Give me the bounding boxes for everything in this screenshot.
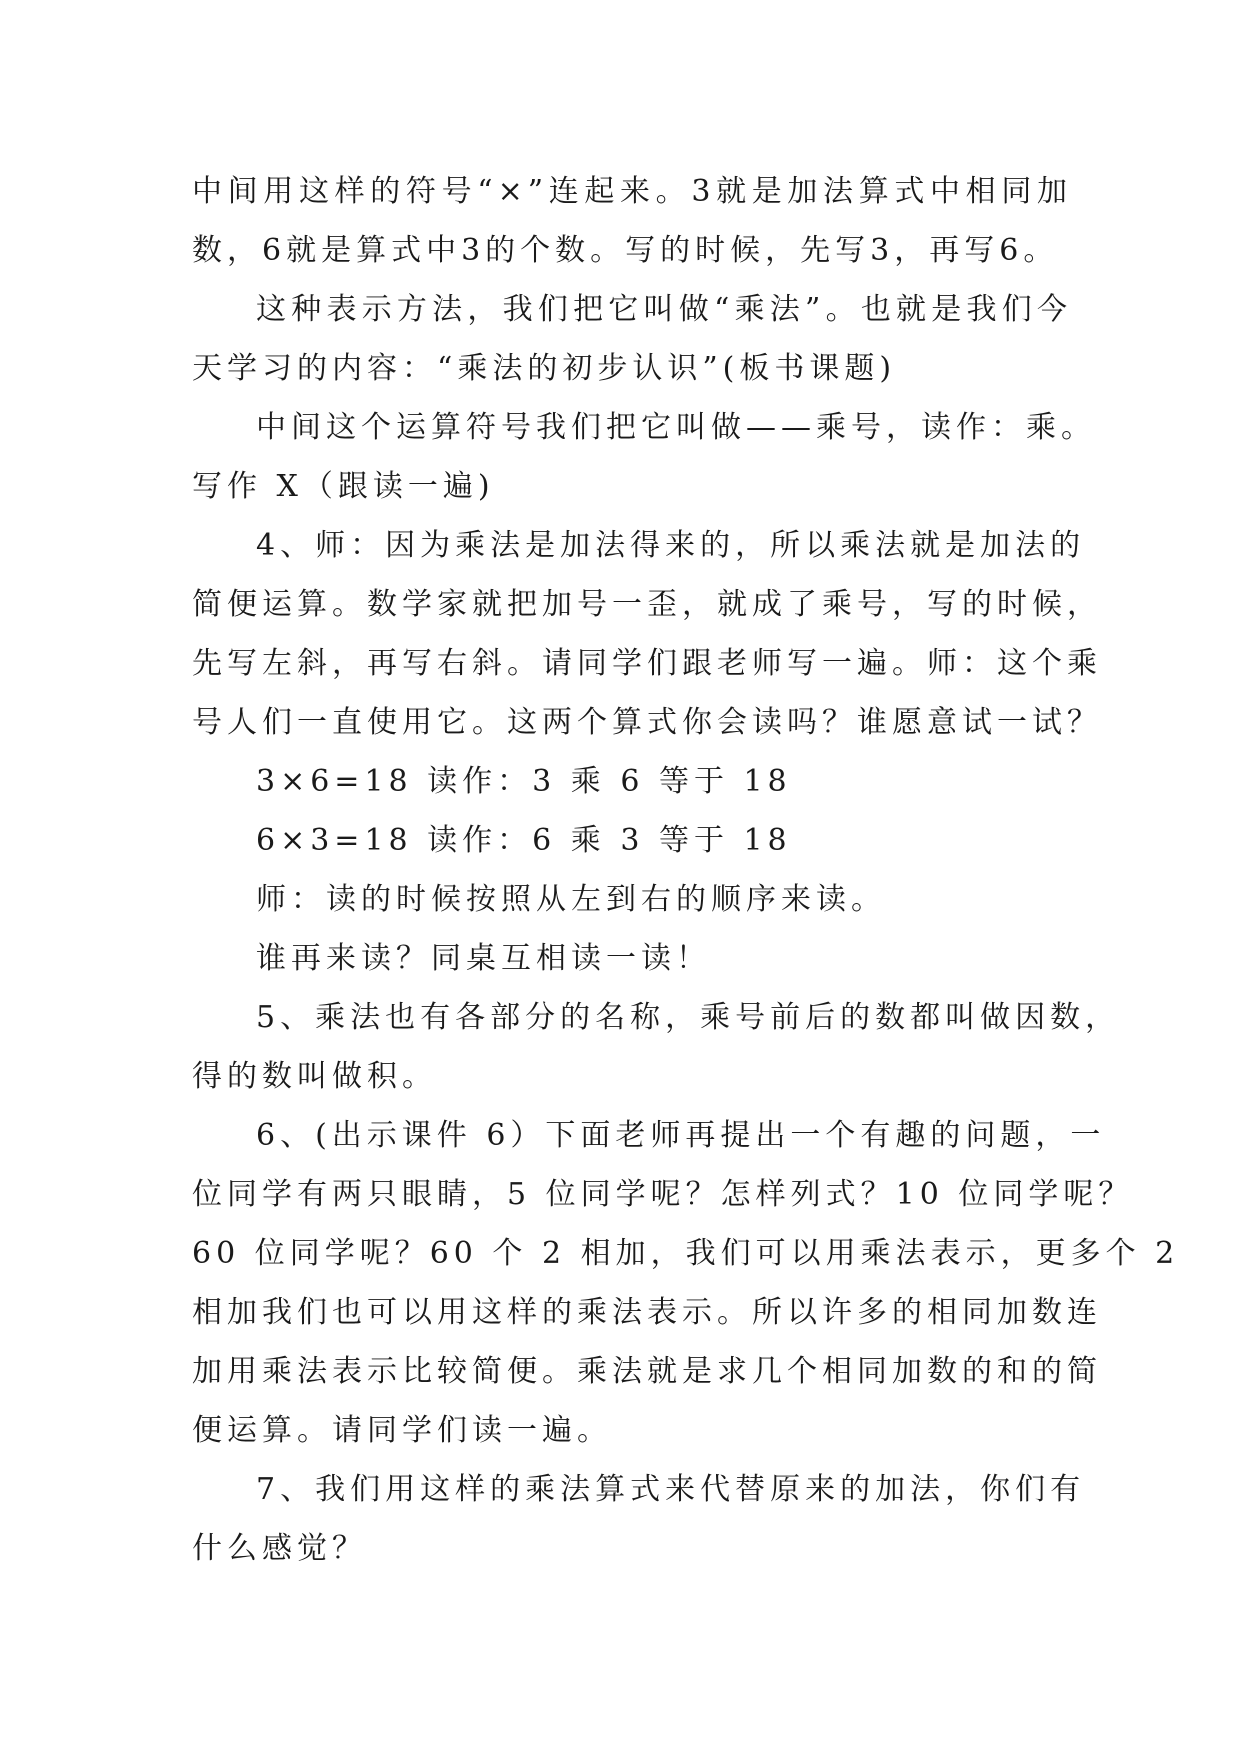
text-line: 号人们一直使用它。这两个算式你会读吗？谁愿意试一试？	[192, 705, 1102, 740]
text-line: 7、我们用这样的乘法算式来代替原来的加法，你们有	[256, 1472, 1086, 1507]
text-line: 什么感觉？	[192, 1531, 367, 1566]
text-line: 5、乘法也有各部分的名称，乘号前后的数都叫做因数，	[256, 1000, 1121, 1035]
text-line: 中间用这样的符号“×”连起来。3就是加法算式中相同加	[192, 174, 1072, 209]
document-body	[192, 162, 1180, 1578]
text-line: 便运算。请同学们读一遍。	[192, 1413, 612, 1448]
text-line: 得的数叫做积。	[192, 1059, 437, 1094]
text-line: 6、(出示课件 6）下面老师再提出一个有趣的问题，一	[256, 1118, 1106, 1153]
text-line: 相加我们也可以用这样的乘法表示。所以许多的相同加数连	[192, 1295, 1102, 1330]
text-line: 写作 X（跟读一遍)	[192, 469, 495, 504]
text-line: 谁再来读？同桌互相读一读！	[256, 941, 711, 976]
text-line: 先写左斜，再写右斜。请同学们跟老师写一遍。师：这个乘	[192, 646, 1102, 681]
text-line: 师：读的时候按照从左到右的顺序来读。	[256, 882, 886, 917]
text-line: 加用乘法表示比较简便。乘法就是求几个相同加数的和的简	[192, 1354, 1102, 1389]
text-line: 3×6=18 读作：3 乘 6 等于 18	[256, 764, 792, 799]
text-line: 这种表示方法，我们把它叫做“乘法”。也就是我们今	[256, 292, 1072, 327]
text-line: 6×3=18 读作：6 乘 3 等于 18	[256, 823, 792, 858]
text-line: 简便运算。数学家就把加号一歪，就成了乘号，写的时候，	[192, 587, 1102, 622]
text-line: 60 位同学呢？60 个 2 相加，我们可以用乘法表示，更多个 2	[192, 1236, 1180, 1271]
text-line: 位同学有两只眼睛，5 位同学呢？怎样列式？10 位同学呢？	[192, 1177, 1134, 1212]
text-line: 4、师：因为乘法是加法得来的，所以乘法就是加法的	[256, 528, 1086, 563]
text-line: 数，6就是算式中3的个数。写的时候，先写3，再写6。	[192, 233, 1059, 268]
text-line: 天学习的内容：“乘法的初步认识”(板书课题)	[192, 351, 897, 386]
text-line: 中间这个运算符号我们把它叫做——乘号，读作：乘。	[256, 410, 1096, 445]
